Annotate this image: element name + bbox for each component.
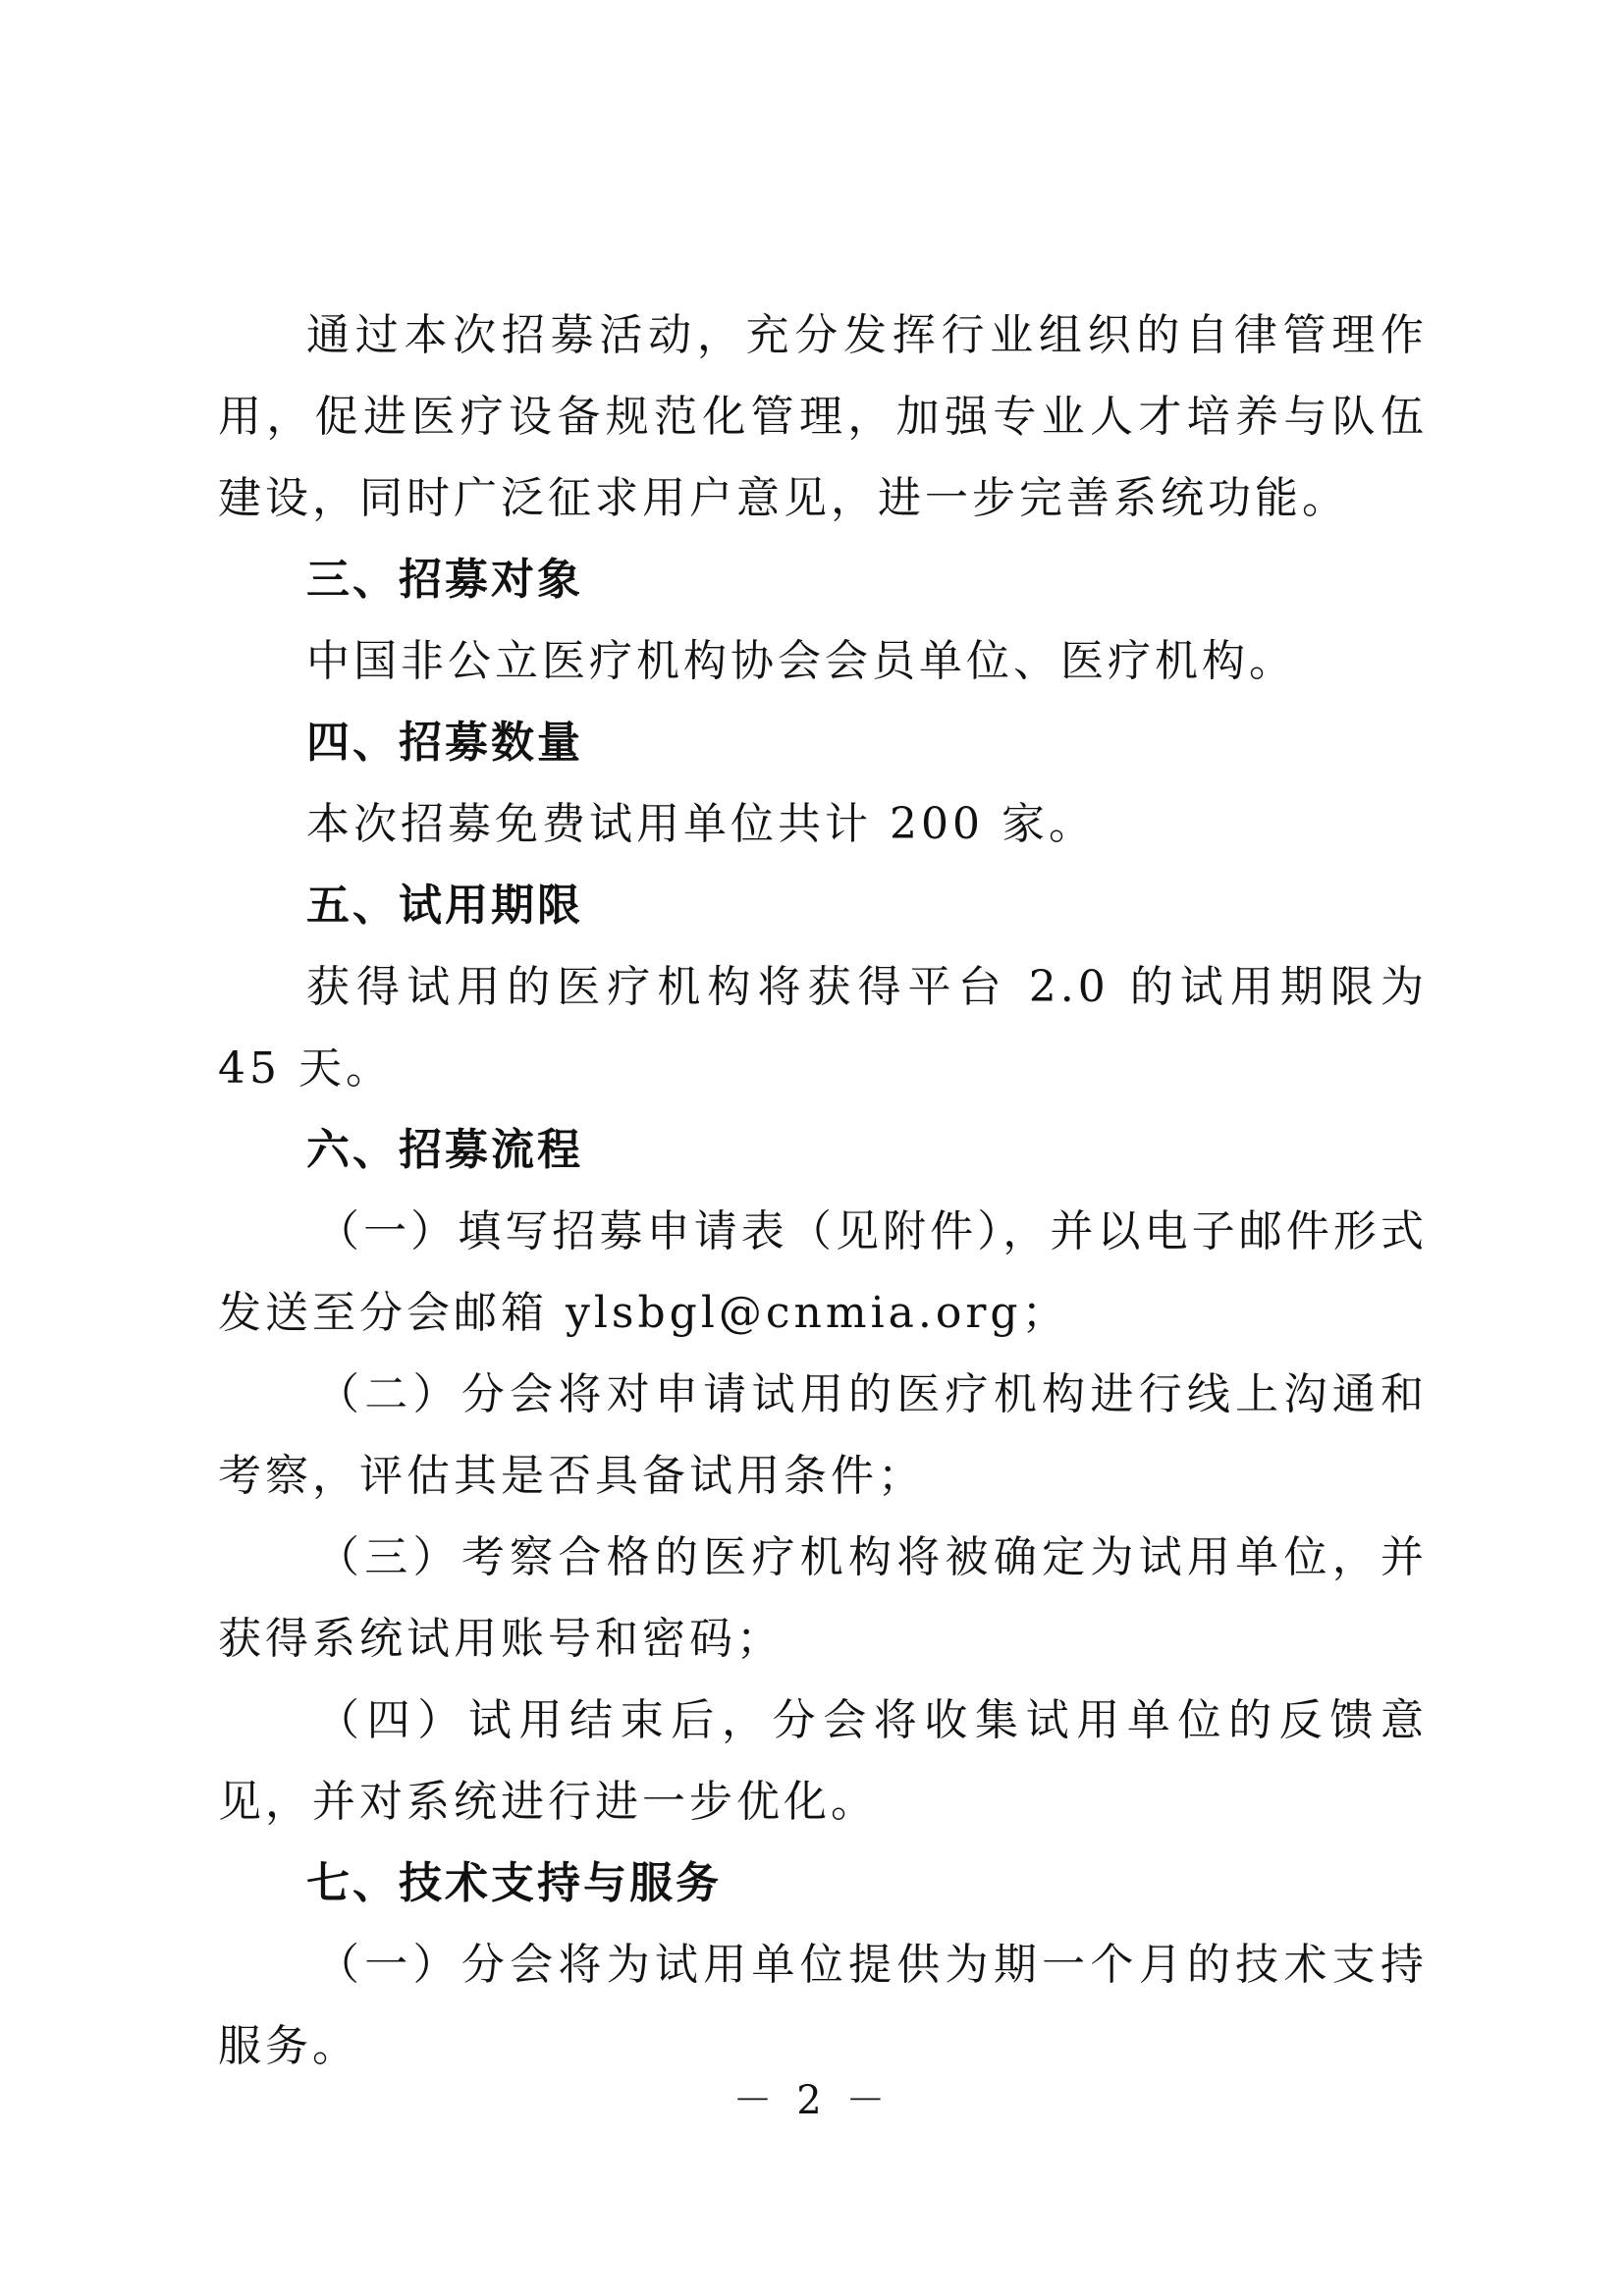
section-4-heading: 四、招募数量 (306, 718, 583, 768)
section-6-item: （一）填写招募申请表（见附件），并以电子邮件形式发送至分会邮箱 ylsbgl@cnmia.org； (218, 1206, 1428, 1338)
section-7-heading: 七、技术支持与服务 (306, 1858, 722, 1908)
section-6-item: （三）考察合格的医疗机构将被确定为试用单位，并获得系统试用账号和密码； (218, 1532, 1428, 1664)
section-7-item: （一）分会将为试用单位提供为期一个月的技术支持服务。 (218, 1940, 1428, 2071)
section-3-heading: 三、招募对象 (306, 555, 583, 605)
section-5-heading: 五、试用期限 (306, 881, 583, 931)
page-number: － 2 － (732, 2078, 892, 2123)
section-3-body: 中国非公立医疗机构协会会员单位、医疗机构。 (306, 636, 1296, 686)
section-6-item: （四）试用结束后，分会将收集试用单位的反馈意见，并对系统进行进一步优化。 (218, 1695, 1428, 1827)
document-body (218, 294, 1428, 2087)
intro-paragraph: 通过本次招募活动，充分发挥行业组织的自律管理作用，促进医疗设备规范化管理，加强专业人才培养与队伍建设，同时广泛征求用户意见，进一步完善系统功能。 (218, 310, 1428, 523)
section-5-body: 获得试用的医疗机构将获得平台 2.0 的试用期限为 45 天。 (218, 962, 1428, 1094)
section-6-heading: 六、招募流程 (306, 1125, 583, 1175)
section-4-body: 本次招募免费试用单位共计 200 家。 (306, 799, 1096, 849)
section-6-item: （二）分会将对申请试用的医疗机构进行线上沟通和考察，评估其是否具备试用条件； (218, 1369, 1428, 1501)
